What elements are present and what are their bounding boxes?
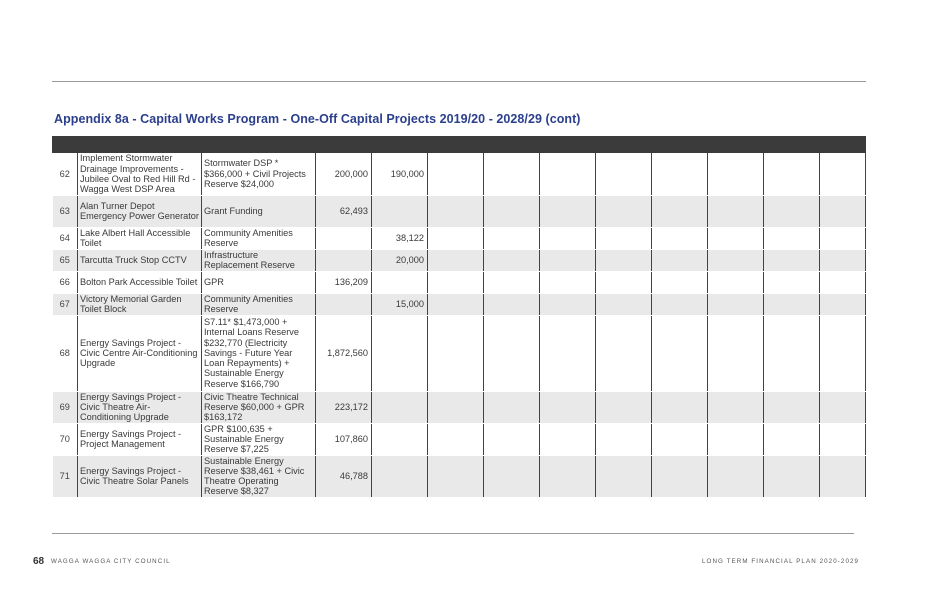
empty-year-cell: [820, 227, 866, 249]
empty-year-cell: [652, 315, 708, 391]
row-number: 69: [53, 391, 78, 423]
amount-2019-20: 200,000: [316, 153, 372, 195]
table-header-bar: [53, 136, 866, 153]
empty-year-cell: [428, 423, 484, 455]
empty-year-cell: [764, 315, 820, 391]
empty-year-cell: [652, 271, 708, 293]
row-number: 70: [53, 423, 78, 455]
amount-2019-20: 107,860: [316, 423, 372, 455]
row-number: 62: [53, 153, 78, 195]
empty-year-cell: [484, 271, 540, 293]
amount-2020-21: [372, 195, 428, 227]
row-number: 71: [53, 455, 78, 497]
table-row: [53, 249, 866, 271]
table-row: [53, 153, 866, 195]
empty-year-cell: [764, 227, 820, 249]
funding-source: Grant Funding: [202, 195, 316, 227]
project-name: Alan Turner Depot Emergency Power Generator: [78, 195, 202, 227]
empty-year-cell: [540, 455, 596, 497]
page-number: 68: [33, 556, 45, 567]
empty-year-cell: [708, 455, 764, 497]
row-number: 68: [53, 315, 78, 391]
funding-source: S7.11* $1,473,000 + Internal Loans Reserve $232,770 (Electricity Savings - Future Year Loan Repayments) + Sustainable Energy Reserve $166,790: [202, 315, 316, 391]
empty-year-cell: [540, 153, 596, 195]
table-row: [53, 271, 866, 293]
amount-2019-20: [316, 293, 372, 315]
empty-year-cell: [596, 195, 652, 227]
empty-year-cell: [820, 423, 866, 455]
amount-2020-21: [372, 455, 428, 497]
amount-2020-21: [372, 391, 428, 423]
row-number: 65: [53, 249, 78, 271]
empty-year-cell: [484, 423, 540, 455]
row-number: 67: [53, 293, 78, 315]
amount-2019-20: 62,493: [316, 195, 372, 227]
empty-year-cell: [708, 195, 764, 227]
empty-year-cell: [596, 391, 652, 423]
empty-year-cell: [708, 227, 764, 249]
empty-year-cell: [708, 391, 764, 423]
project-name: Lake Albert Hall Accessible Toilet: [78, 227, 202, 249]
table-row: [53, 455, 866, 497]
empty-year-cell: [596, 249, 652, 271]
project-name: Victory Memorial Garden Toilet Block: [78, 293, 202, 315]
project-name: Tarcutta Truck Stop CCTV: [78, 249, 202, 271]
empty-year-cell: [540, 423, 596, 455]
funding-source: GPR $100,635 + Sustainable Energy Reserve $7,225: [202, 423, 316, 455]
empty-year-cell: [484, 293, 540, 315]
empty-year-cell: [764, 271, 820, 293]
empty-year-cell: [764, 153, 820, 195]
empty-year-cell: [652, 391, 708, 423]
empty-year-cell: [540, 195, 596, 227]
empty-year-cell: [596, 455, 652, 497]
row-number: 66: [53, 271, 78, 293]
empty-year-cell: [428, 153, 484, 195]
empty-year-cell: [652, 153, 708, 195]
empty-year-cell: [484, 227, 540, 249]
empty-year-cell: [596, 227, 652, 249]
empty-year-cell: [820, 271, 866, 293]
funding-source: Infrastructure Replacement Reserve: [202, 249, 316, 271]
empty-year-cell: [484, 391, 540, 423]
empty-year-cell: [708, 293, 764, 315]
empty-year-cell: [484, 195, 540, 227]
project-name: Energy Savings Project - Civic Theatre Air-Conditioning Upgrade: [78, 391, 202, 423]
funding-source: Civic Theatre Technical Reserve $60,000 + GPR $163,172: [202, 391, 316, 423]
empty-year-cell: [820, 391, 866, 423]
funding-source: Sustainable Energy Reserve $38,461 + Civic Theatre Operating Reserve $8,327: [202, 455, 316, 497]
empty-year-cell: [428, 227, 484, 249]
table-row: [53, 315, 866, 391]
empty-year-cell: [596, 293, 652, 315]
footer-organisation: WAGGA WAGGA CITY COUNCIL: [51, 558, 171, 565]
empty-year-cell: [596, 271, 652, 293]
empty-year-cell: [708, 153, 764, 195]
empty-year-cell: [764, 423, 820, 455]
empty-year-cell: [428, 455, 484, 497]
amount-2020-21: 15,000: [372, 293, 428, 315]
funding-source: GPR: [202, 271, 316, 293]
empty-year-cell: [764, 249, 820, 271]
empty-year-cell: [596, 315, 652, 391]
empty-year-cell: [708, 423, 764, 455]
empty-year-cell: [428, 391, 484, 423]
empty-year-cell: [540, 227, 596, 249]
project-name: Energy Savings Project - Civic Centre Air-Conditioning Upgrade: [78, 315, 202, 391]
empty-year-cell: [540, 315, 596, 391]
table-row: [53, 423, 866, 455]
empty-year-cell: [820, 153, 866, 195]
empty-year-cell: [764, 391, 820, 423]
project-name: Energy Savings Project - Project Management: [78, 423, 202, 455]
amount-2020-21: 38,122: [372, 227, 428, 249]
empty-year-cell: [484, 249, 540, 271]
table-row: [53, 293, 866, 315]
empty-year-cell: [708, 249, 764, 271]
empty-year-cell: [652, 195, 708, 227]
table-row: [53, 195, 866, 227]
amount-2020-21: [372, 423, 428, 455]
footer-document-title: LONG TERM FINANCIAL PLAN 2020-2029: [702, 558, 860, 565]
empty-year-cell: [820, 455, 866, 497]
empty-year-cell: [820, 249, 866, 271]
table-row: [53, 391, 866, 423]
amount-2019-20: 136,209: [316, 271, 372, 293]
amount-2020-21: [372, 271, 428, 293]
empty-year-cell: [652, 423, 708, 455]
empty-year-cell: [820, 315, 866, 391]
empty-year-cell: [820, 195, 866, 227]
empty-year-cell: [540, 293, 596, 315]
empty-year-cell: [428, 293, 484, 315]
amount-2020-21: 190,000: [372, 153, 428, 195]
empty-year-cell: [652, 227, 708, 249]
amount-2020-21: [372, 315, 428, 391]
empty-year-cell: [764, 455, 820, 497]
empty-year-cell: [428, 315, 484, 391]
row-number: 64: [53, 227, 78, 249]
top-divider: [52, 81, 866, 82]
empty-year-cell: [820, 293, 866, 315]
project-name: Energy Savings Project - Civic Theatre Solar Panels: [78, 455, 202, 497]
empty-year-cell: [652, 293, 708, 315]
table-row: [53, 227, 866, 249]
amount-2019-20: 46,788: [316, 455, 372, 497]
funding-source: Community Amenities Reserve: [202, 227, 316, 249]
empty-year-cell: [652, 249, 708, 271]
empty-year-cell: [540, 271, 596, 293]
project-name: Bolton Park Accessible Toilet: [78, 271, 202, 293]
funding-source: Community Amenities Reserve: [202, 293, 316, 315]
empty-year-cell: [708, 315, 764, 391]
empty-year-cell: [428, 249, 484, 271]
empty-year-cell: [764, 195, 820, 227]
empty-year-cell: [708, 271, 764, 293]
empty-year-cell: [484, 153, 540, 195]
empty-year-cell: [540, 391, 596, 423]
capital-works-table: [52, 136, 866, 498]
amount-2019-20: [316, 249, 372, 271]
empty-year-cell: [764, 293, 820, 315]
row-number: 63: [53, 195, 78, 227]
empty-year-cell: [428, 271, 484, 293]
empty-year-cell: [596, 423, 652, 455]
empty-year-cell: [428, 195, 484, 227]
amount-2020-21: 20,000: [372, 249, 428, 271]
empty-year-cell: [652, 455, 708, 497]
bottom-divider: [52, 533, 854, 534]
empty-year-cell: [540, 249, 596, 271]
amount-2019-20: 1,872,560: [316, 315, 372, 391]
empty-year-cell: [484, 455, 540, 497]
amount-2019-20: [316, 227, 372, 249]
amount-2019-20: 223,172: [316, 391, 372, 423]
empty-year-cell: [596, 153, 652, 195]
funding-source: Stormwater DSP * $366,000 + Civil Projects Reserve $24,000: [202, 153, 316, 195]
project-name: Implement Stormwater Drainage Improvements - Jubilee Oval to Red Hill Rd - Wagga West DSP Area: [78, 153, 202, 195]
page-title: Appendix 8a - Capital Works Program - One-Off Capital Projects 2019/20 - 2028/29 (cont): [54, 112, 581, 126]
empty-year-cell: [484, 315, 540, 391]
